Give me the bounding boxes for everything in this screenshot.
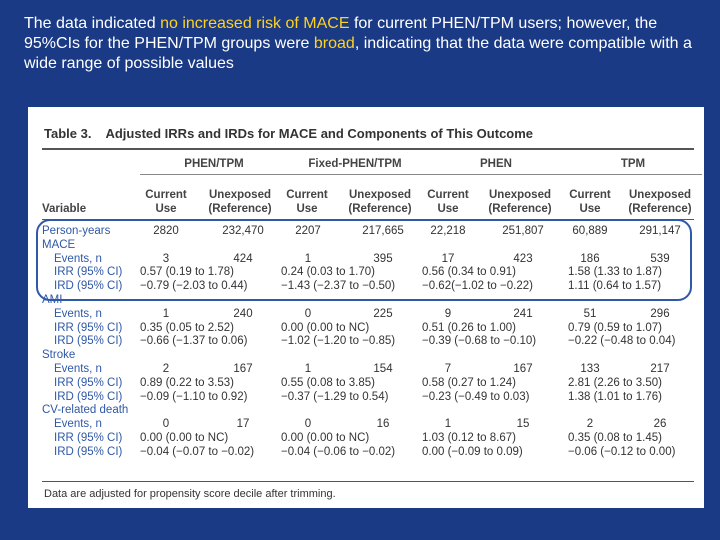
irr-cell: 0.35 (0.08 to 1.45): [568, 432, 662, 444]
row-label-ird: IRD (95% CI): [54, 280, 123, 293]
events-cell: 51: [583, 307, 597, 320]
row-label-events: Events, n: [54, 363, 102, 375]
events-cell: 133: [580, 363, 600, 375]
events-cell: 167: [233, 363, 253, 375]
current-use-header: Current Use: [145, 189, 187, 215]
events-cell: 2: [162, 363, 170, 375]
events-cell: 395: [373, 252, 393, 265]
irr-cell: 0.24 (0.03 to 1.70): [281, 266, 375, 279]
table-title: Table 3. Adjusted IRRs and IRDs for MACE and Components of This Outcome: [44, 126, 534, 141]
person-years-cell: 291,147: [639, 225, 681, 237]
table-footnote: Data are adjusted for propensity score decile after trimming.: [44, 488, 336, 500]
group-header-phen: PHEN: [480, 158, 512, 170]
irr-cell: 1.03 (0.12 to 8.67): [422, 432, 516, 444]
slide-caption: [24, 14, 704, 74]
events-cell: 424: [233, 252, 253, 265]
table-top-rule: [42, 148, 694, 150]
irr-cell: 0.56 (0.34 to 0.91): [422, 266, 516, 279]
row-label-irr: IRR (95% CI): [54, 321, 123, 334]
ird-cell: −0.79 (−2.03 to 0.44): [140, 280, 248, 293]
caption-highlight-broad: broad: [313, 35, 355, 52]
events-cell: 7: [444, 363, 452, 375]
irr-cell: 2.81 (2.26 to 3.50): [568, 376, 662, 389]
ird-cell: −0.06 (−0.12 to 0.00): [568, 445, 676, 458]
caption-highlight-no-increased-risk: no increased risk of MACE: [160, 15, 350, 32]
caption-text-3: , indicating that the data were compatible with a wide range of possible values: [24, 35, 692, 72]
group-underline: [281, 174, 424, 175]
section-title: AMI: [42, 294, 63, 306]
events-cell: 0: [162, 418, 170, 431]
group-header-tpm: TPM: [620, 158, 646, 170]
irr-cell: 0.00 (0.00 to NC): [140, 432, 229, 444]
ird-cell: −0.04 (−0.07 to −0.02): [140, 445, 255, 458]
events-cell: 225: [373, 307, 393, 320]
person-years-cell: 232,470: [222, 225, 264, 237]
events-cell: 167: [513, 363, 533, 375]
events-cell: 423: [513, 252, 533, 265]
mace-highlight-box: [36, 219, 692, 301]
group-header-fixed-phen-tpm: Fixed-PHEN/TPM: [308, 158, 402, 170]
table-bottom-rule: [42, 481, 694, 482]
ird-cell: −0.62(−1.02 to −0.22): [422, 280, 533, 293]
caption-text-1: The data indicated: [24, 15, 161, 32]
unexposed-reference-header: Unexposed (Reference): [628, 189, 692, 215]
events-cell: 9: [444, 307, 452, 320]
group-header-phen-tpm: PHEN/TPM: [184, 158, 244, 170]
row-label-events: Events, n: [54, 307, 102, 320]
ird-cell: 1.11 (0.64 to 1.57): [568, 280, 662, 293]
events-cell: 539: [650, 252, 670, 265]
row-label-ird: IRD (95% CI): [54, 445, 123, 458]
events-cell: 1: [444, 418, 452, 431]
current-use-header: Current Use: [286, 189, 328, 215]
events-cell: 15: [516, 418, 530, 431]
ird-cell: −0.23 (−0.49 to 0.03): [422, 390, 530, 403]
events-cell: 1: [304, 363, 312, 375]
ird-cell: 1.38 (1.01 to 1.76): [568, 390, 662, 403]
ird-cell: −0.04 (−0.06 to −0.02): [281, 445, 396, 458]
unexposed-reference-header: Unexposed (Reference): [208, 189, 272, 215]
group-underline: [564, 174, 702, 175]
events-cell: 17: [441, 252, 455, 265]
events-cell: 3: [162, 252, 170, 265]
events-cell: 241: [513, 307, 533, 320]
row-label-irr: IRR (95% CI): [54, 432, 123, 444]
ird-cell: −1.43 (−2.37 to −0.50): [281, 280, 396, 293]
current-use-header: Current Use: [427, 189, 469, 215]
table-image-panel: [28, 107, 704, 508]
caption-text-2: for current PHEN/TPM users; however, the 95%CIs for the PHEN/TPM groups were: [24, 15, 658, 52]
variable-header: Variable: [42, 203, 87, 215]
irr-cell: 1.58 (1.33 to 1.87): [568, 266, 662, 279]
person-years-cell: 217,665: [362, 225, 404, 237]
events-cell: 240: [233, 307, 253, 320]
events-cell: 296: [650, 307, 670, 320]
events-cell: 2: [586, 418, 594, 431]
person-years-cell: 22,218: [430, 225, 466, 237]
irr-cell: 0.00 (0.00 to NC): [281, 321, 370, 334]
ird-cell: 0.00 (−0.09 to 0.09): [422, 445, 523, 458]
events-cell: 1: [304, 252, 312, 265]
events-cell: 16: [376, 418, 390, 431]
section-title: CV-related death: [42, 404, 129, 417]
ird-cell: −0.37 (−1.29 to 0.54): [281, 390, 389, 403]
events-cell: 0: [304, 418, 312, 431]
events-cell: 17: [236, 418, 250, 431]
events-cell: 26: [653, 418, 667, 431]
irr-cell: 0.58 (0.27 to 1.24): [422, 376, 516, 389]
person-years-cell: 2207: [295, 225, 321, 237]
person-years-cell: 2820: [153, 225, 179, 237]
section-title: MACE: [42, 238, 76, 251]
row-label-person-years: Person-years: [42, 225, 111, 237]
events-cell: 154: [373, 363, 393, 375]
irr-cell: 0.79 (0.59 to 1.07): [568, 321, 662, 334]
irr-cell: 0.51 (0.26 to 1.00): [422, 321, 516, 334]
person-years-cell: 251,807: [502, 225, 544, 237]
irr-cell: 0.00 (0.00 to NC): [281, 432, 370, 444]
row-label-ird: IRD (95% CI): [54, 335, 123, 348]
ird-cell: −0.09 (−1.10 to 0.92): [140, 390, 248, 403]
unexposed-reference-header: Unexposed (Reference): [488, 189, 552, 215]
events-cell: 217: [650, 363, 670, 375]
ird-cell: −1.02 (−1.20 to −0.85): [281, 335, 396, 348]
group-underline: [140, 174, 283, 175]
group-underline: [422, 174, 565, 175]
irr-cell: 0.89 (0.22 to 3.53): [140, 376, 234, 389]
person-years-cell: 60,889: [572, 225, 608, 237]
row-label-irr: IRR (95% CI): [54, 376, 123, 389]
current-use-header: Current Use: [569, 189, 611, 215]
row-label-events: Events, n: [54, 418, 102, 431]
events-cell: 1: [162, 307, 170, 320]
ird-cell: −0.66 (−1.37 to 0.06): [140, 335, 248, 348]
row-label-events: Events, n: [54, 252, 102, 265]
ird-cell: −0.39 (−0.68 to −0.10): [422, 335, 537, 348]
events-cell: 186: [580, 252, 600, 265]
unexposed-reference-header: Unexposed (Reference): [348, 189, 412, 215]
irr-cell: 0.57 (0.19 to 1.78): [140, 266, 234, 279]
events-cell: 0: [304, 307, 312, 320]
irr-cell: 0.35 (0.05 to 2.52): [140, 321, 234, 334]
ird-cell: −0.22 (−0.48 to 0.04): [568, 335, 676, 348]
section-title: Stroke: [42, 349, 76, 362]
irr-cell: 0.55 (0.08 to 3.85): [281, 376, 375, 389]
row-label-irr: IRR (95% CI): [54, 266, 123, 279]
row-label-ird: IRD (95% CI): [54, 390, 123, 403]
